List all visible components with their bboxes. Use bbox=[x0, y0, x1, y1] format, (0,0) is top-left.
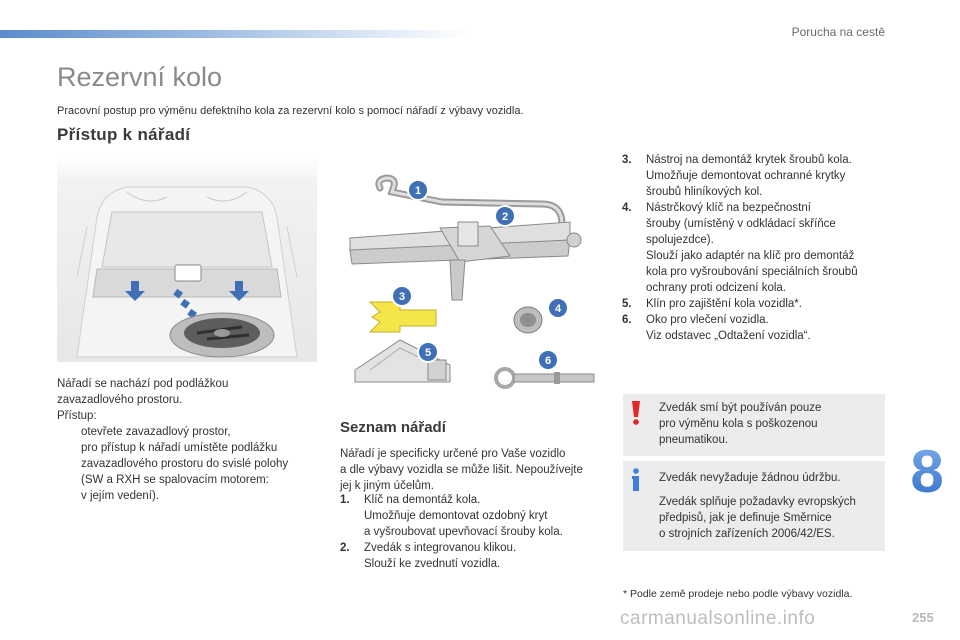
warning-text: Zvedák smí být používán pouze pro výměnu kola s poškozenou pneumatikou. bbox=[659, 402, 822, 446]
callout-2 bbox=[495, 206, 515, 226]
watermark: carmanualsonline.info bbox=[620, 608, 816, 629]
tool-list-left bbox=[340, 492, 610, 572]
callout-label: 6 bbox=[544, 355, 552, 367]
callout-3 bbox=[392, 286, 412, 306]
callout-label: 2 bbox=[501, 211, 509, 223]
callout-label: 4 bbox=[554, 303, 562, 315]
chapter-number bbox=[905, 440, 949, 500]
tool-item-1: 1. Klíč na demontáž kola. Umožňuje demontovat ozdobný kryt a vyšroubovat upevňovací šrouby kola. bbox=[340, 494, 563, 538]
section-header: Porucha na cestě bbox=[791, 25, 885, 39]
access-text bbox=[57, 376, 327, 504]
callout-label: 3 bbox=[398, 291, 406, 303]
tool-list-intro: Nářadí je specificky určené pro Vaše vozidlo a dle výbavy vozidla se může lišit. Nepoužívejte jej k jiným účelům. bbox=[340, 448, 583, 492]
page-number: 255 bbox=[912, 610, 934, 625]
header-accent-bar bbox=[0, 30, 470, 38]
jack-icon bbox=[350, 222, 581, 300]
tool-item-4: 4. Nástrčkový klíč na bezpečnostní šrouby (umístěný v odkládací skříňce spolujezdce). Slouží jako adaptér na klíč pro demontáž kola pro vyšroubování speciálních šroubů ochrany proti odcizení kola. bbox=[622, 202, 858, 294]
tool-item-5: 5. Klín pro zajištění kola vozidla*. bbox=[622, 298, 802, 310]
tools-illustration bbox=[340, 160, 610, 400]
tool-list-right bbox=[622, 152, 887, 344]
access-bullet: pro přístup k nářadí umístěte podlážku zavazadlového prostoru do svislé polohy (SW a RXH se spalovacím motorem: v jejím vedení). bbox=[81, 442, 289, 502]
page-intro: Pracovní postup pro výměnu defektního kola za rezervní kolo s pomocí nářadí z výbavy vozidla. bbox=[57, 105, 524, 117]
callout-6 bbox=[538, 350, 558, 370]
access-bullet: otevřete zavazadlový prostor, bbox=[81, 426, 231, 438]
svg-text:8: 8 bbox=[910, 440, 944, 500]
page-title: Rezervní kolo bbox=[57, 62, 223, 92]
info-text: Zvedák splňuje požadavky evropských předpisů, jak je definuje Směrnice o strojních zařízeních 2006/42/ES. bbox=[659, 496, 856, 540]
towing-eye-icon bbox=[496, 369, 594, 387]
tool-item-6: 6. Oko pro vlečení vozidla. Viz odstavec „Odtažení vozidla“. bbox=[622, 314, 811, 342]
footnote: * Podle země prodeje nebo podle výbavy vozidla. bbox=[623, 588, 853, 600]
info-text: Zvedák nevyžaduje žádnou údržbu. bbox=[659, 472, 841, 484]
access-line: zavazadlového prostoru. bbox=[57, 394, 183, 406]
trunk-illustration bbox=[57, 157, 317, 362]
access-line: Nářadí se nachází pod podlážkou bbox=[57, 378, 229, 390]
warning-box bbox=[623, 394, 885, 456]
callout-5 bbox=[418, 342, 438, 362]
info-icon bbox=[629, 467, 643, 493]
security-socket-icon bbox=[514, 307, 542, 333]
info-box bbox=[623, 461, 885, 551]
callout-4 bbox=[548, 298, 568, 318]
tool-item-3: 3. Nástroj na demontáž krytek šroubů kola. Umožňuje demontovat ochranné krytky šroubů hliníkových kol. bbox=[622, 154, 852, 198]
warning-icon bbox=[629, 400, 643, 426]
callout-label: 5 bbox=[424, 347, 432, 359]
tool-item-2: 2. Zvedák s integrovanou klikou. Slouží ke zvednutí vozidla. bbox=[340, 542, 517, 570]
section-subtitle: Přístup k nářadí bbox=[57, 125, 191, 144]
tool-list-title: Seznam nářadí bbox=[340, 419, 446, 436]
callout-1 bbox=[408, 180, 428, 200]
callout-label: 1 bbox=[414, 185, 422, 197]
access-label: Přístup: bbox=[57, 410, 97, 422]
